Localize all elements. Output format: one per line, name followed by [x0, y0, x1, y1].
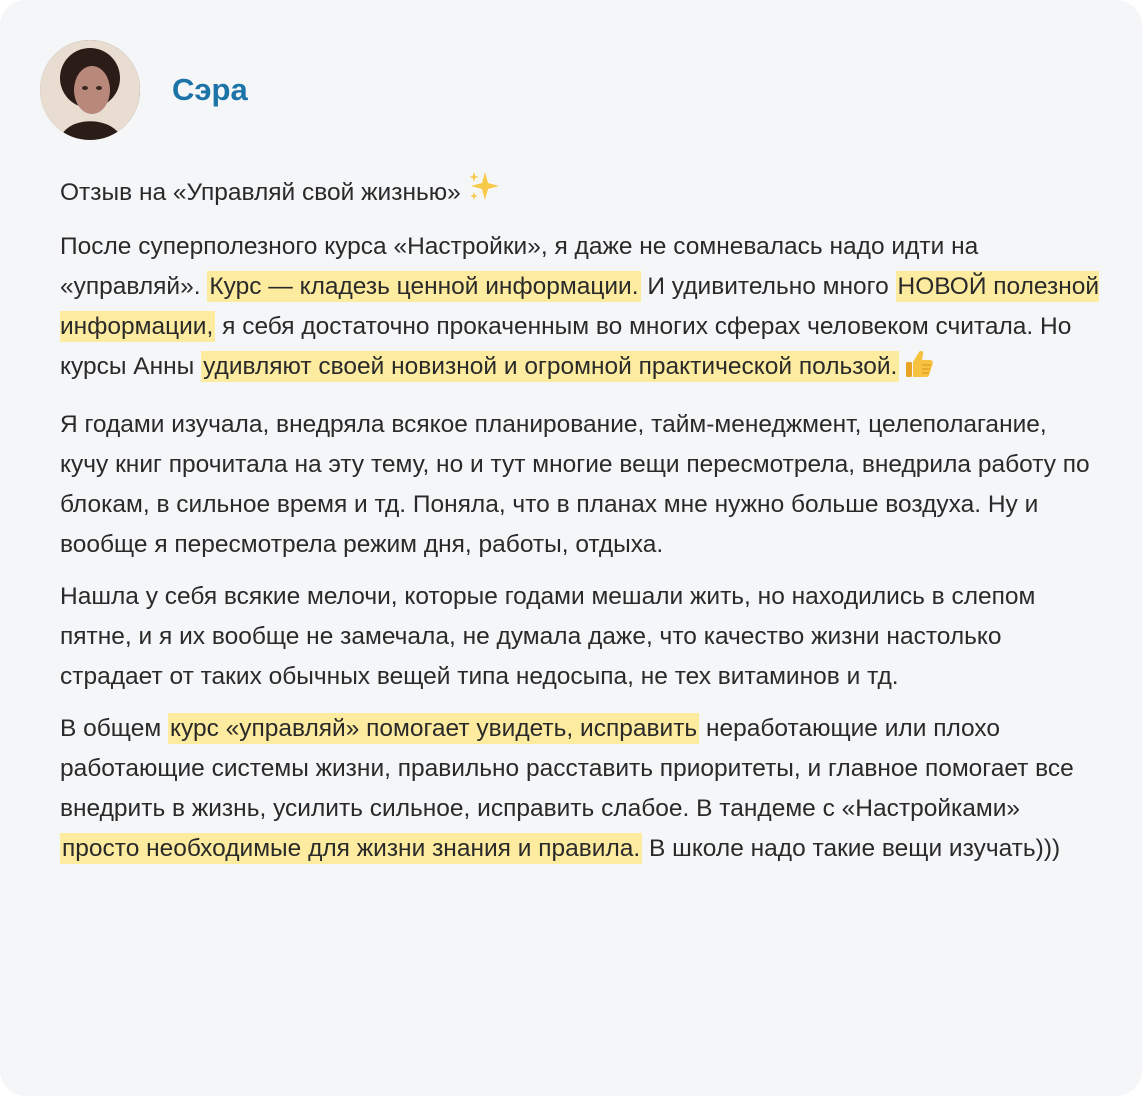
highlight-2: НОВОЙ полезной информации,: [60, 273, 1100, 340]
paragraph-4: [60, 709, 1100, 869]
thumbs-up-icon: [903, 348, 935, 393]
avatar-photo: [40, 40, 140, 140]
p1-text-2: И удивительно много: [640, 273, 896, 300]
paragraph-1: [60, 227, 1100, 393]
highlight-5: просто необходимые для жизни знания и правила.: [62, 835, 641, 862]
p4-text-3: В школе надо такие вещи изучать))): [642, 835, 1061, 862]
review-title-row: [60, 170, 1100, 217]
p4-text-2: неработающие или плохо работающие системы жизни, правильно расставить приоритеты, и главное помогает все внедрить в жизнь, усилить сильное, исправить слабое. В тандеме с «Настройками»: [60, 715, 1074, 822]
sparkles-icon: [467, 170, 501, 217]
highlight-3: удивляют своей новизной и огромной практической пользой.: [203, 353, 898, 380]
paragraph-2: Я годами изучала, внедряла всякое планирование, тайм-менеджмент, целеполагание, кучу книг прочитала на эту тему, но и тут многие вещи пересмотрела, внедрила работу по блокам, в сильное время и тд. Поняла, что в планах мне нужно больше воздуха. Ну и вообще я пересмотрела режим дня, работы, отдыха.: [60, 411, 1090, 558]
p1-text-3: я себя достаточно прокаченным во многих сферах человеком считала. Но курсы Анны: [60, 313, 1072, 380]
p1-text-1: После суперполезного курса «Настройки», я даже не сомневалась надо идти на «управляй».: [60, 233, 979, 300]
p4-text-1: В общем: [60, 715, 168, 742]
highlight-1: Курс — кладезь ценной информации.: [209, 273, 639, 300]
highlight-4: курс «управляй» помогает увидеть, исправить: [169, 715, 698, 742]
avatar[interactable]: [40, 40, 140, 140]
review-text: [60, 170, 1100, 881]
paragraph-3: Нашла у себя всякие мелочи, которые годами мешали жить, но находились в слепом пятне, и я их вообще не замечала, не думала даже, что качество жизни настолько страдает от таких обычных вещей типа недосыпа, не тех витаминов и тд.: [60, 583, 1036, 690]
author-name[interactable]: Сэра: [172, 72, 248, 107]
review-title: Отзыв на «Управляй свой жизнью»: [60, 179, 461, 206]
